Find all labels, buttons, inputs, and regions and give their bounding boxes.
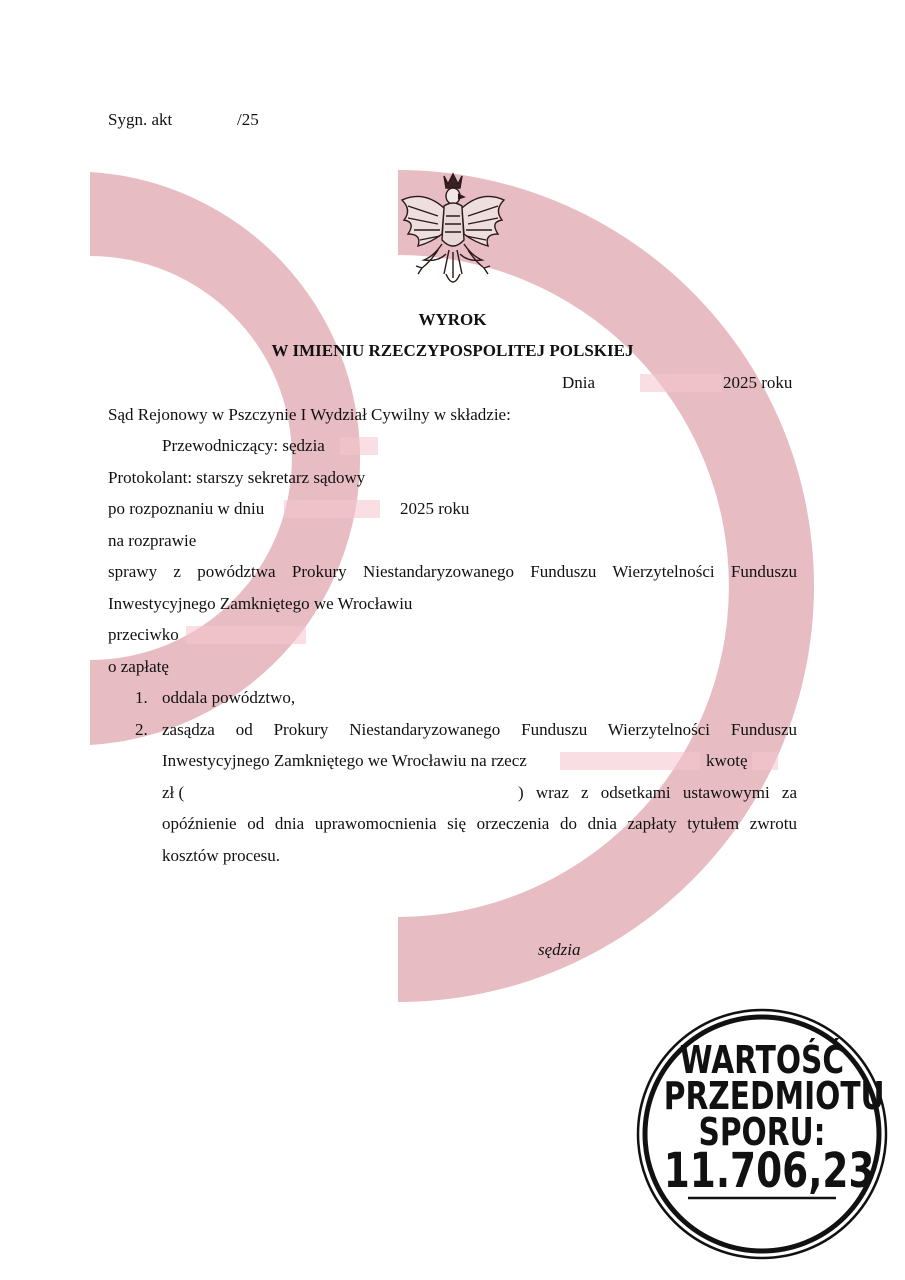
ruling-2-number: 2. [135,720,148,739]
clerk-line: Protokolant: starszy sekretarz sądowy [108,468,366,487]
dispute-value-badge [636,1008,888,1260]
document-subtitle: W IMIENIU RZECZYPOSPOLITEJ POLSKIEJ [271,341,634,360]
hearing-year: 2025 roku [400,499,470,518]
badge-amount: 11.706,23 [663,1143,875,1199]
redaction-amount-words [190,781,516,803]
ruling-2-line-2b: kwotę [706,751,748,770]
case-line-2: Inwestycyjnego Zamkniętego we Wrocławiu [108,594,413,613]
ruling-2-line-2a: Inwestycyjnego Zamkniętego we Wrocławiu na rzecz [162,751,527,770]
badge-line-1: WARTOŚĆ [679,1038,845,1082]
ruling-1-number: 1. [135,688,148,707]
against-label: przeciwko [108,625,179,644]
ruling-2-line-3a: zł ( [162,783,185,802]
redaction-judge [340,437,378,455]
ruling-2-line-5: kosztów procesu. [162,846,281,865]
redaction-date [640,374,722,392]
signature-label: Sygn. akt [108,110,173,129]
date-year: 2025 roku [723,373,793,392]
badge-line-2: PRZEDMIOTU [663,1074,885,1118]
presiding-line: Przewodniczący: sędzia [162,436,325,455]
hearing-type: na rozprawie [108,531,197,550]
redaction-defendant [186,626,306,644]
ruling-2-line-1: zasądza od Prokury Niestandaryzowanego Funduszu Wierzytelności Funduszu [162,720,797,739]
polish-eagle-emblem [394,170,512,294]
document-title: WYROK [418,310,487,329]
ruling-1-text: oddala powództwo, [162,688,296,707]
date-label: Dnia [562,373,596,392]
case-line-1: sprawy z powództwa Prokury Niestandaryzowanego Funduszu Wierzytelności Funduszu [108,562,797,581]
redaction-beneficiary [560,752,700,770]
signature-suffix: /25 [237,110,259,129]
ruling-2-line-3b: ) wraz z odsetkami ustawowymi za [518,783,797,802]
badge-line-3: SPORU: [698,1110,826,1154]
hearing-prefix: po rozpoznaniu w dniu [108,499,265,518]
redaction-amount-start [752,752,778,770]
ruling-2-line-4: opóźnienie od dnia uprawomocnienia się orzeczenia do dnia zapłaty tytułem zwrotu [162,814,797,833]
subject-line: o zapłatę [108,657,169,676]
redaction-hearing-date [284,500,380,518]
court-line: Sąd Rejonowy w Pszczynie I Wydział Cywilny w składzie: [108,405,511,424]
judge-signature: sędzia [538,940,581,959]
